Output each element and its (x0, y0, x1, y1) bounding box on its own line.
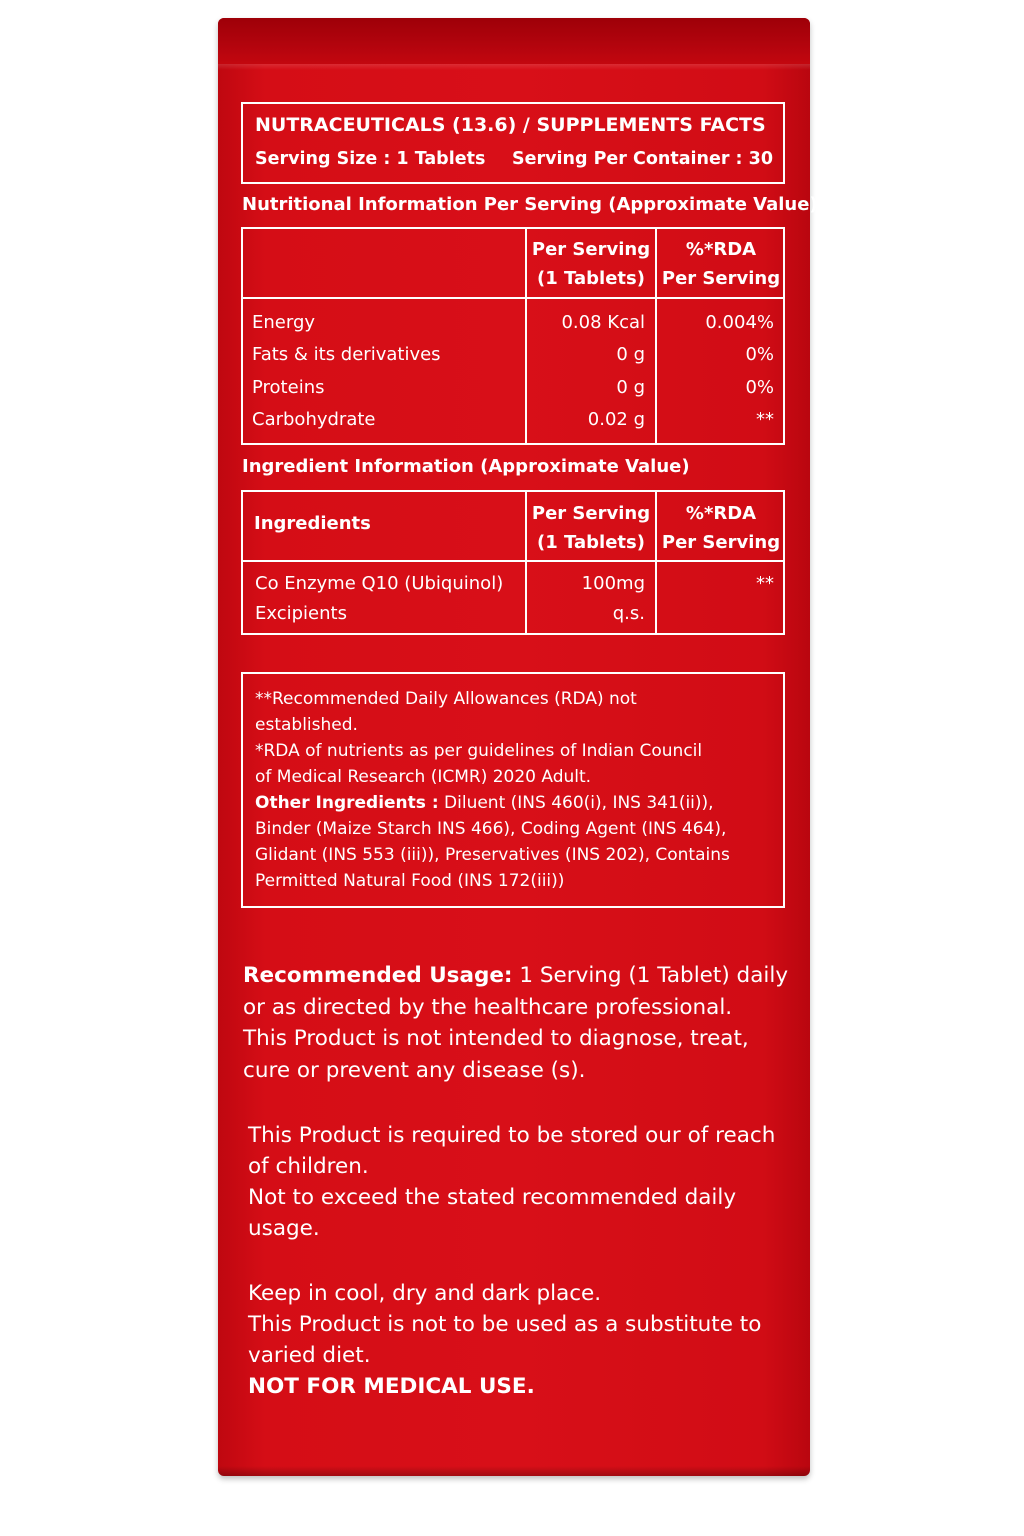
usage-label: Recommended Usage: (243, 963, 513, 988)
per-serving-label: Per Serving (531, 503, 651, 524)
ingredient-row-name: Co Enzyme Q10 (Ubiquinol) (255, 573, 504, 594)
rda-label: %*RDA (685, 503, 757, 524)
storage-line: usage. (248, 1216, 320, 1241)
usage-warnings (248, 1278, 761, 1402)
notes-text (255, 686, 730, 894)
notes-panel (241, 672, 785, 908)
storage-warning (248, 1120, 775, 1244)
storage-line: Not to exceed the stated recommended daily (248, 1185, 737, 1210)
serving-per-container: Serving Per Container : 30 (512, 149, 773, 169)
box-top-flap (218, 18, 810, 64)
nutrition-row-name: Fats & its derivatives (252, 344, 441, 365)
nutrition-row-rda: 0% (745, 377, 774, 398)
ingredient-row-amount: q.s. (612, 603, 645, 624)
ingredient-row-amount: 100mg (581, 573, 645, 594)
warning-line: This Product is not to be used as a substitute to (248, 1312, 762, 1337)
rda-note-line: established. (255, 715, 358, 735)
storage-line: This Product is required to be stored our of reach (248, 1123, 776, 1148)
ingredients-table (241, 490, 785, 635)
ingredients-heading: Ingredient Information (Approximate Value) (242, 456, 690, 477)
facts-title: NUTRACEUTICALS (13.6) / SUPPLEMENTS FACTS (255, 114, 766, 136)
other-ingredients-line: Glidant (INS 553 (iii)), Preservatives (INS 202), Contains (255, 845, 730, 865)
icmr-note-line: of Medical Research (ICMR) 2020 Adult. (255, 767, 592, 787)
other-ingredients-line (255, 790, 730, 816)
icmr-note-line: *RDA of nutrients as per guidelines of Indian Council (255, 741, 703, 761)
nutrition-col-per-serving (527, 235, 655, 293)
other-ingredients-label: Other Ingredients : (255, 793, 439, 813)
other-ingredients-line: Binder (Maize Starch INS 466), Coding Agent (INS 464), (255, 819, 727, 839)
ingredient-row-name: Excipients (255, 603, 347, 624)
nutrition-row-rda: 0.004% (705, 312, 774, 333)
other-ingredients-line: Permitted Natural Food (INS 172(iii)) (255, 871, 565, 891)
per-serving-unit: (1 Tablets) (537, 532, 645, 553)
not-for-medical-use: NOT FOR MEDICAL USE. (248, 1374, 535, 1399)
nutrition-table (241, 227, 785, 445)
rda-unit: Per Serving (661, 268, 781, 289)
box-bottom-shadow (218, 1466, 810, 1476)
nutrition-row-name: Energy (252, 312, 316, 333)
usage-line: cure or prevent any disease (s). (243, 1057, 586, 1083)
nutrition-row-amount: 0 g (616, 344, 645, 365)
storage-line: of children. (248, 1154, 369, 1179)
nutrition-row-rda: 0% (745, 344, 774, 365)
nutrition-col-rda (657, 235, 785, 293)
rda-label: %*RDA (685, 239, 757, 260)
serving-size: Serving Size : 1 Tablets (255, 149, 486, 169)
nutrition-row-amount: 0.08 Kcal (561, 312, 645, 333)
ingredients-col-per-serving (527, 499, 655, 557)
usage-line: or as directed by the healthcare professional. (243, 994, 733, 1020)
other-ingredients-text: Diluent (INS 460(i), INS 341(ii)), (438, 793, 714, 813)
ingredient-row-rda: ** (756, 573, 774, 594)
recommended-usage (243, 960, 788, 1086)
nutrition-heading: Nutritional Information Per Serving (Approximate Value) (242, 194, 818, 215)
nutrition-header-divider (243, 297, 783, 299)
usage-line (243, 960, 788, 992)
usage-text: 1 Serving (1 Tablet) daily (512, 963, 789, 988)
warning-line: Keep in cool, dry and dark place. (248, 1281, 602, 1306)
rda-unit: Per Serving (661, 532, 781, 553)
ingredients-col-name: Ingredients (254, 513, 371, 534)
per-serving-label: Per Serving (531, 239, 651, 260)
nutrition-row-name: Carbohydrate (252, 409, 376, 430)
nutrition-row-amount: 0 g (616, 377, 645, 398)
ingredients-col-rda (657, 499, 785, 557)
warning-line: varied diet. (248, 1343, 371, 1368)
usage-line: This Product is not intended to diagnose, treat, (243, 1026, 749, 1051)
nutrition-row-rda: ** (756, 409, 774, 430)
supplement-facts-header (241, 102, 785, 184)
box-top-edge (218, 64, 810, 70)
nutrition-row-name: Proteins (252, 377, 325, 398)
per-serving-unit: (1 Tablets) (537, 268, 645, 289)
rda-note-line: **Recommended Daily Allowances (RDA) not (255, 689, 637, 709)
nutrition-row-amount: 0.02 g (587, 409, 645, 430)
ingredients-header-divider (243, 560, 783, 562)
